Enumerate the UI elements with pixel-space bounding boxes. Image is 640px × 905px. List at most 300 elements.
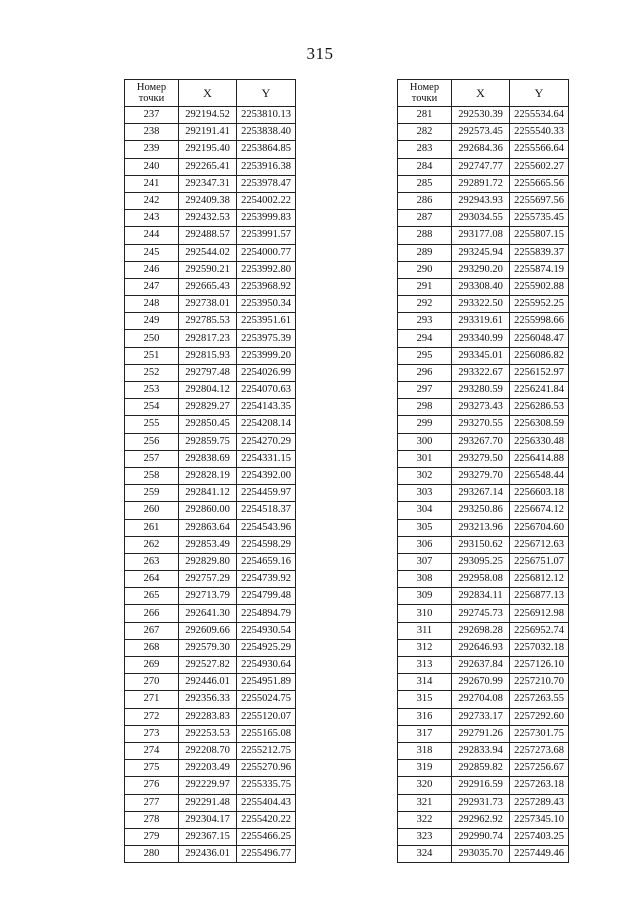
x-coordinate-cell: 292757.29 — [179, 571, 237, 588]
y-coordinate-cell: 2254739.92 — [237, 571, 296, 588]
x-coordinate-cell: 293319.61 — [452, 313, 510, 330]
y-coordinate-cell: 2255998.66 — [510, 313, 569, 330]
point-number-cell: 288 — [398, 227, 452, 244]
x-coordinate-cell: 292704.08 — [452, 691, 510, 708]
table-row — [398, 364, 569, 381]
x-coordinate-cell: 292804.12 — [179, 382, 237, 399]
y-coordinate-cell: 2256152.97 — [510, 364, 569, 381]
table-row — [125, 605, 296, 622]
table-row — [125, 708, 296, 725]
y-coordinate-cell: 2253864.85 — [237, 141, 296, 158]
table-row — [125, 399, 296, 416]
table-row — [125, 107, 296, 124]
point-number-cell: 311 — [398, 622, 452, 639]
table-row — [398, 467, 569, 484]
table-row — [125, 536, 296, 553]
table-row — [398, 794, 569, 811]
x-coordinate-cell: 293267.70 — [452, 433, 510, 450]
x-coordinate-cell: 292488.57 — [179, 227, 237, 244]
x-coordinate-cell: 292834.11 — [452, 588, 510, 605]
header-point-label: Номер точки — [409, 82, 440, 104]
table-row — [125, 502, 296, 519]
table-row — [125, 158, 296, 175]
point-number-cell: 306 — [398, 536, 452, 553]
point-number-cell: 269 — [125, 657, 179, 674]
x-coordinate-cell: 292670.99 — [452, 674, 510, 691]
x-coordinate-cell: 292530.39 — [452, 107, 510, 124]
y-coordinate-cell: 2255807.15 — [510, 227, 569, 244]
x-coordinate-cell: 293308.40 — [452, 278, 510, 295]
point-number-cell: 315 — [398, 691, 452, 708]
x-coordinate-cell: 292265.41 — [179, 158, 237, 175]
table-row — [125, 657, 296, 674]
y-coordinate-cell: 2253916.38 — [237, 158, 296, 175]
table-row — [398, 622, 569, 639]
y-coordinate-cell: 2254598.29 — [237, 536, 296, 553]
y-coordinate-cell: 2255466.25 — [237, 828, 296, 845]
table-row — [125, 227, 296, 244]
point-number-cell: 299 — [398, 416, 452, 433]
x-coordinate-cell: 293270.55 — [452, 416, 510, 433]
y-coordinate-cell: 2254331.15 — [237, 450, 296, 467]
y-coordinate-cell: 2257403.25 — [510, 828, 569, 845]
table-row — [125, 330, 296, 347]
table-row — [398, 828, 569, 845]
x-coordinate-cell: 292356.33 — [179, 691, 237, 708]
header-x: X — [179, 80, 237, 107]
y-coordinate-cell: 2255335.75 — [237, 777, 296, 794]
point-number-cell: 293 — [398, 313, 452, 330]
x-coordinate-cell: 292684.36 — [452, 141, 510, 158]
point-number-cell: 291 — [398, 278, 452, 295]
point-number-cell: 256 — [125, 433, 179, 450]
y-coordinate-cell: 2254543.96 — [237, 519, 296, 536]
y-coordinate-cell: 2255024.75 — [237, 691, 296, 708]
x-coordinate-cell: 293250.86 — [452, 502, 510, 519]
x-coordinate-cell: 292283.83 — [179, 708, 237, 725]
y-coordinate-cell: 2256812.12 — [510, 571, 569, 588]
table-row — [125, 450, 296, 467]
header-y: Y — [510, 80, 569, 107]
x-coordinate-cell: 292573.45 — [452, 124, 510, 141]
point-number-cell: 270 — [125, 674, 179, 691]
y-coordinate-cell: 2255165.08 — [237, 725, 296, 742]
point-number-cell: 268 — [125, 639, 179, 656]
table-row — [398, 450, 569, 467]
table-row — [398, 158, 569, 175]
point-number-cell: 310 — [398, 605, 452, 622]
x-coordinate-cell: 292829.27 — [179, 399, 237, 416]
point-number-cell: 247 — [125, 278, 179, 295]
point-number-cell: 320 — [398, 777, 452, 794]
table-row — [398, 433, 569, 450]
x-coordinate-cell: 292590.21 — [179, 261, 237, 278]
point-number-cell: 321 — [398, 794, 452, 811]
y-coordinate-cell: 2253838.40 — [237, 124, 296, 141]
x-coordinate-cell: 293322.50 — [452, 296, 510, 313]
point-number-cell: 267 — [125, 622, 179, 639]
y-coordinate-cell: 2255534.64 — [510, 107, 569, 124]
table-row — [125, 725, 296, 742]
x-coordinate-cell: 292829.80 — [179, 553, 237, 570]
point-number-cell: 282 — [398, 124, 452, 141]
x-coordinate-cell: 293279.50 — [452, 450, 510, 467]
x-coordinate-cell: 292815.93 — [179, 347, 237, 364]
x-coordinate-cell: 292665.43 — [179, 278, 237, 295]
table-row — [125, 278, 296, 295]
point-number-cell: 313 — [398, 657, 452, 674]
y-coordinate-cell: 2256704.60 — [510, 519, 569, 536]
point-number-cell: 255 — [125, 416, 179, 433]
point-number-cell: 252 — [125, 364, 179, 381]
table-row — [125, 141, 296, 158]
header-point-number — [125, 80, 179, 107]
x-coordinate-cell: 292990.74 — [452, 828, 510, 845]
table-row — [125, 244, 296, 261]
table-row — [125, 811, 296, 828]
y-coordinate-cell: 2256308.59 — [510, 416, 569, 433]
y-coordinate-cell: 2255735.45 — [510, 210, 569, 227]
x-coordinate-cell: 293322.67 — [452, 364, 510, 381]
table-row — [125, 347, 296, 364]
table-row — [398, 124, 569, 141]
x-coordinate-cell: 293267.14 — [452, 485, 510, 502]
point-number-cell: 309 — [398, 588, 452, 605]
point-number-cell: 259 — [125, 485, 179, 502]
y-coordinate-cell: 2256286.53 — [510, 399, 569, 416]
y-coordinate-cell: 2254925.29 — [237, 639, 296, 656]
y-coordinate-cell: 2254951.89 — [237, 674, 296, 691]
x-coordinate-cell: 292609.66 — [179, 622, 237, 639]
table-row — [398, 519, 569, 536]
point-number-cell: 303 — [398, 485, 452, 502]
table-row — [125, 210, 296, 227]
coordinates-table-left — [124, 79, 296, 863]
point-number-cell: 290 — [398, 261, 452, 278]
point-number-cell: 272 — [125, 708, 179, 725]
x-coordinate-cell: 292432.53 — [179, 210, 237, 227]
coordinates-table-right — [397, 79, 569, 863]
y-coordinate-cell: 2256877.13 — [510, 588, 569, 605]
table-row — [125, 192, 296, 209]
table-row — [125, 485, 296, 502]
y-coordinate-cell: 2257289.43 — [510, 794, 569, 811]
y-coordinate-cell: 2256952.74 — [510, 622, 569, 639]
point-number-cell: 273 — [125, 725, 179, 742]
point-number-cell: 281 — [398, 107, 452, 124]
table-row — [125, 261, 296, 278]
x-coordinate-cell: 292194.52 — [179, 107, 237, 124]
table-row — [125, 571, 296, 588]
table-row — [398, 192, 569, 209]
table-row — [398, 846, 569, 863]
point-number-cell: 318 — [398, 742, 452, 759]
y-coordinate-cell: 2257345.10 — [510, 811, 569, 828]
y-coordinate-cell: 2256414.88 — [510, 450, 569, 467]
y-coordinate-cell: 2255540.33 — [510, 124, 569, 141]
x-coordinate-cell: 292191.41 — [179, 124, 237, 141]
table-row — [398, 244, 569, 261]
y-coordinate-cell: 2253951.61 — [237, 313, 296, 330]
point-number-cell: 241 — [125, 175, 179, 192]
y-coordinate-cell: 2257273.68 — [510, 742, 569, 759]
y-coordinate-cell: 2257256.67 — [510, 760, 569, 777]
x-coordinate-cell: 292891.72 — [452, 175, 510, 192]
x-coordinate-cell: 292641.30 — [179, 605, 237, 622]
y-coordinate-cell: 2254392.00 — [237, 467, 296, 484]
table-row — [125, 175, 296, 192]
point-number-cell: 245 — [125, 244, 179, 261]
table-row — [125, 433, 296, 450]
point-number-cell: 324 — [398, 846, 452, 863]
point-number-cell: 260 — [125, 502, 179, 519]
x-coordinate-cell: 292229.97 — [179, 777, 237, 794]
y-coordinate-cell: 2254002.22 — [237, 192, 296, 209]
x-coordinate-cell: 293035.70 — [452, 846, 510, 863]
point-number-cell: 287 — [398, 210, 452, 227]
x-coordinate-cell: 292637.84 — [452, 657, 510, 674]
y-coordinate-cell: 2257263.55 — [510, 691, 569, 708]
point-number-cell: 307 — [398, 553, 452, 570]
y-coordinate-cell: 2256086.82 — [510, 347, 569, 364]
table-row — [125, 588, 296, 605]
table-row — [398, 210, 569, 227]
table-row — [398, 107, 569, 124]
point-number-cell: 295 — [398, 347, 452, 364]
point-number-cell: 323 — [398, 828, 452, 845]
x-coordinate-cell: 292850.45 — [179, 416, 237, 433]
y-coordinate-cell: 2256603.18 — [510, 485, 569, 502]
y-coordinate-cell: 2253968.92 — [237, 278, 296, 295]
y-coordinate-cell: 2255420.22 — [237, 811, 296, 828]
point-number-cell: 279 — [125, 828, 179, 845]
point-number-cell: 280 — [125, 846, 179, 863]
y-coordinate-cell: 2256712.63 — [510, 536, 569, 553]
header-row — [398, 80, 569, 107]
table-row — [398, 416, 569, 433]
y-coordinate-cell: 2254270.29 — [237, 433, 296, 450]
table-row — [125, 313, 296, 330]
table-row — [125, 828, 296, 845]
table-row — [125, 639, 296, 656]
table-row — [398, 674, 569, 691]
x-coordinate-cell: 293150.62 — [452, 536, 510, 553]
y-coordinate-cell: 2255120.07 — [237, 708, 296, 725]
point-number-cell: 238 — [125, 124, 179, 141]
y-coordinate-cell: 2257292.60 — [510, 708, 569, 725]
y-coordinate-cell: 2253992.80 — [237, 261, 296, 278]
point-number-cell: 244 — [125, 227, 179, 244]
x-coordinate-cell: 292527.82 — [179, 657, 237, 674]
table-row — [398, 141, 569, 158]
point-number-cell: 243 — [125, 210, 179, 227]
y-coordinate-cell: 2255566.64 — [510, 141, 569, 158]
x-coordinate-cell: 292646.93 — [452, 639, 510, 656]
point-number-cell: 300 — [398, 433, 452, 450]
point-number-cell: 266 — [125, 605, 179, 622]
y-coordinate-cell: 2257449.46 — [510, 846, 569, 863]
table-row — [125, 674, 296, 691]
table-row — [398, 553, 569, 570]
table-row — [398, 588, 569, 605]
y-coordinate-cell: 2253810.13 — [237, 107, 296, 124]
table-row — [125, 519, 296, 536]
point-number-cell: 283 — [398, 141, 452, 158]
table-row — [398, 725, 569, 742]
header-row — [125, 80, 296, 107]
x-coordinate-cell: 293280.59 — [452, 382, 510, 399]
y-coordinate-cell: 2257032.18 — [510, 639, 569, 656]
y-coordinate-cell: 2254799.48 — [237, 588, 296, 605]
point-number-cell: 292 — [398, 296, 452, 313]
x-coordinate-cell: 292698.28 — [452, 622, 510, 639]
y-coordinate-cell: 2257126.10 — [510, 657, 569, 674]
table-row — [398, 382, 569, 399]
point-number-cell: 242 — [125, 192, 179, 209]
x-coordinate-cell: 292579.30 — [179, 639, 237, 656]
header-point-label: Номер точки — [136, 82, 167, 104]
point-number-cell: 312 — [398, 639, 452, 656]
x-coordinate-cell: 292367.15 — [179, 828, 237, 845]
point-number-cell: 246 — [125, 261, 179, 278]
x-coordinate-cell: 292817.23 — [179, 330, 237, 347]
table-row — [125, 846, 296, 863]
table-row — [125, 124, 296, 141]
point-number-cell: 319 — [398, 760, 452, 777]
y-coordinate-cell: 2253978.47 — [237, 175, 296, 192]
x-coordinate-cell: 292863.64 — [179, 519, 237, 536]
x-coordinate-cell: 292838.69 — [179, 450, 237, 467]
y-coordinate-cell: 2255839.37 — [510, 244, 569, 261]
point-number-cell: 308 — [398, 571, 452, 588]
table-row — [398, 399, 569, 416]
y-coordinate-cell: 2254930.64 — [237, 657, 296, 674]
y-coordinate-cell: 2256241.84 — [510, 382, 569, 399]
x-coordinate-cell: 292544.02 — [179, 244, 237, 261]
y-coordinate-cell: 2254026.99 — [237, 364, 296, 381]
x-coordinate-cell: 292713.79 — [179, 588, 237, 605]
table-row — [125, 622, 296, 639]
x-coordinate-cell: 292833.94 — [452, 742, 510, 759]
y-coordinate-cell: 2254894.79 — [237, 605, 296, 622]
x-coordinate-cell: 292841.12 — [179, 485, 237, 502]
x-coordinate-cell: 292291.48 — [179, 794, 237, 811]
y-coordinate-cell: 2254000.77 — [237, 244, 296, 261]
point-number-cell: 261 — [125, 519, 179, 536]
point-number-cell: 240 — [125, 158, 179, 175]
y-coordinate-cell: 2255952.25 — [510, 296, 569, 313]
point-number-cell: 305 — [398, 519, 452, 536]
x-coordinate-cell: 292797.48 — [179, 364, 237, 381]
table-row — [125, 382, 296, 399]
x-coordinate-cell: 292943.93 — [452, 192, 510, 209]
table-row — [398, 175, 569, 192]
point-number-cell: 302 — [398, 467, 452, 484]
table-row — [398, 227, 569, 244]
x-coordinate-cell: 292304.17 — [179, 811, 237, 828]
point-number-cell: 316 — [398, 708, 452, 725]
x-coordinate-cell: 293340.99 — [452, 330, 510, 347]
x-coordinate-cell: 292931.73 — [452, 794, 510, 811]
x-coordinate-cell: 293177.08 — [452, 227, 510, 244]
y-coordinate-cell: 2256674.12 — [510, 502, 569, 519]
table-row — [398, 296, 569, 313]
page-number: 315 — [306, 44, 334, 63]
y-coordinate-cell: 2254208.14 — [237, 416, 296, 433]
y-coordinate-cell: 2253991.57 — [237, 227, 296, 244]
y-coordinate-cell: 2255404.43 — [237, 794, 296, 811]
point-number-cell: 248 — [125, 296, 179, 313]
y-coordinate-cell: 2253975.39 — [237, 330, 296, 347]
point-number-cell: 253 — [125, 382, 179, 399]
point-number-cell: 296 — [398, 364, 452, 381]
x-coordinate-cell: 292785.53 — [179, 313, 237, 330]
point-number-cell: 304 — [398, 502, 452, 519]
y-coordinate-cell: 2256330.48 — [510, 433, 569, 450]
table-row — [398, 330, 569, 347]
table-row — [398, 811, 569, 828]
table-row — [398, 278, 569, 295]
y-coordinate-cell: 2257210.70 — [510, 674, 569, 691]
table-row — [398, 742, 569, 759]
table-row — [125, 296, 296, 313]
x-coordinate-cell: 292828.19 — [179, 467, 237, 484]
table-row — [398, 261, 569, 278]
y-coordinate-cell: 2255902.88 — [510, 278, 569, 295]
x-coordinate-cell: 293290.20 — [452, 261, 510, 278]
point-number-cell: 271 — [125, 691, 179, 708]
y-coordinate-cell: 2256912.98 — [510, 605, 569, 622]
point-number-cell: 314 — [398, 674, 452, 691]
x-coordinate-cell: 292859.75 — [179, 433, 237, 450]
table-row — [125, 794, 296, 811]
point-number-cell: 263 — [125, 553, 179, 570]
table-row — [125, 742, 296, 759]
x-coordinate-cell: 293095.25 — [452, 553, 510, 570]
y-coordinate-cell: 2254930.54 — [237, 622, 296, 639]
x-coordinate-cell: 293279.70 — [452, 467, 510, 484]
point-number-cell: 274 — [125, 742, 179, 759]
table-row — [398, 502, 569, 519]
y-coordinate-cell: 2255212.75 — [237, 742, 296, 759]
x-coordinate-cell: 293345.01 — [452, 347, 510, 364]
point-number-cell: 286 — [398, 192, 452, 209]
y-coordinate-cell: 2254518.37 — [237, 502, 296, 519]
y-coordinate-cell: 2253999.20 — [237, 347, 296, 364]
point-number-cell: 298 — [398, 399, 452, 416]
x-coordinate-cell: 292208.70 — [179, 742, 237, 759]
point-number-cell: 284 — [398, 158, 452, 175]
x-coordinate-cell: 292446.01 — [179, 674, 237, 691]
x-coordinate-cell: 293245.94 — [452, 244, 510, 261]
y-coordinate-cell: 2257301.75 — [510, 725, 569, 742]
x-coordinate-cell: 292738.01 — [179, 296, 237, 313]
x-coordinate-cell: 292436.01 — [179, 846, 237, 863]
table-row — [398, 657, 569, 674]
table-row — [125, 467, 296, 484]
point-number-cell: 251 — [125, 347, 179, 364]
x-coordinate-cell: 292853.49 — [179, 536, 237, 553]
point-number-cell: 277 — [125, 794, 179, 811]
table-row — [398, 691, 569, 708]
x-coordinate-cell: 292958.08 — [452, 571, 510, 588]
table-row — [398, 536, 569, 553]
x-coordinate-cell: 292733.17 — [452, 708, 510, 725]
header-x: X — [452, 80, 510, 107]
x-coordinate-cell: 292860.00 — [179, 502, 237, 519]
point-number-cell: 262 — [125, 536, 179, 553]
point-number-cell: 258 — [125, 467, 179, 484]
